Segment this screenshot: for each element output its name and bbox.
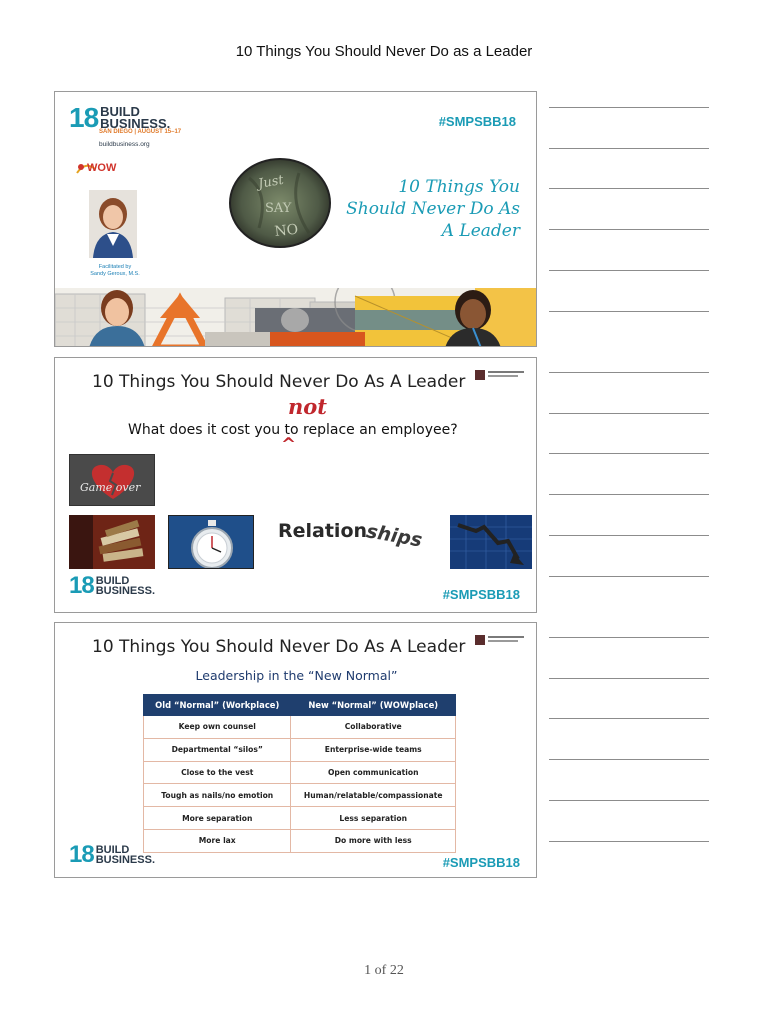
- table-cell: Keep own counsel: [144, 716, 291, 739]
- slide-3-new-normal[interactable]: [54, 622, 537, 878]
- note-line: [549, 678, 709, 679]
- question-part-2: to replace an employee?: [284, 422, 458, 438]
- table-row: [144, 761, 456, 784]
- game-over-chalkboard-image: [69, 454, 155, 506]
- note-line: [549, 800, 709, 801]
- slide-3-subheading: Leadership in the “New Normal”: [195, 668, 398, 683]
- logo-word-build: BUILD: [100, 103, 140, 119]
- note-line: [549, 270, 709, 271]
- note-line: [549, 637, 709, 638]
- table-row: [144, 738, 456, 761]
- table-row: [144, 716, 456, 739]
- relationships-graphic: [278, 520, 424, 552]
- chalk-text: Game over: [80, 481, 141, 494]
- note-line: [549, 841, 709, 842]
- build-business-logo: [69, 574, 155, 598]
- table-cell: Enterprise-wide teams: [291, 738, 456, 761]
- note-line: [549, 718, 709, 719]
- logo-word-build: BUILD: [95, 843, 130, 856]
- title-line-1: 10 Things You: [398, 177, 520, 197]
- note-line: [549, 413, 709, 414]
- hashtag: #SMPSBB18: [442, 587, 520, 602]
- relationships-word: Relation: [278, 520, 368, 542]
- slide-1-heading: [320, 176, 520, 242]
- logo-number: 18: [69, 572, 94, 599]
- facilitated-by-label: Facilitated by: [98, 264, 132, 270]
- note-line: [549, 453, 709, 454]
- wow-logo: [75, 159, 147, 179]
- table-cell: Do more with less: [291, 829, 456, 852]
- note-line: [549, 576, 709, 577]
- table-cell: Open communication: [291, 761, 456, 784]
- logo-number: 18: [69, 102, 99, 133]
- note-line: [549, 188, 709, 189]
- logo-word-business: BUSINESS.: [95, 854, 155, 866]
- table-row: [144, 807, 456, 830]
- table-row: [144, 829, 456, 852]
- note-line: [549, 535, 709, 536]
- note-line: [549, 494, 709, 495]
- build-business-logo: [69, 843, 155, 867]
- svg-text:NO: NO: [273, 221, 300, 240]
- stopwatch-image: [168, 515, 254, 569]
- svg-text:SAY: SAY: [265, 201, 292, 216]
- table-cell: Departmental “silos”: [144, 738, 291, 761]
- table-cell: Human/relatable/compassionate: [291, 784, 456, 807]
- facilitator-photo: [89, 190, 137, 258]
- question-part-1: What does it cost you: [128, 422, 285, 438]
- table-header-new: New “Normal” (WOWplace): [291, 695, 456, 716]
- note-line: [549, 148, 709, 149]
- logo-word-business: BUSINESS.: [100, 116, 171, 131]
- build-business-logo: [69, 104, 170, 132]
- note-line: [549, 107, 709, 108]
- logo-number: 18: [69, 841, 94, 868]
- title-line-2: Should Never Do As: [346, 199, 520, 220]
- hashtag: #SMPSBB18: [442, 855, 520, 870]
- table-cell: Collaborative: [291, 716, 456, 739]
- facilitator-name: Sandy Geroux, M.S.: [90, 271, 140, 278]
- table-row: [144, 784, 456, 807]
- new-normal-table: [143, 694, 456, 853]
- table-cell: Tough as nails/no emotion: [144, 784, 291, 807]
- smps-logo-icon: [475, 633, 527, 647]
- table-cell: More separation: [144, 807, 291, 830]
- note-line: [549, 311, 709, 312]
- hashtag: #SMPSBB18: [438, 114, 516, 129]
- photo-collage: [55, 288, 537, 347]
- facilitator-credit: [75, 264, 155, 278]
- insert-caret: ^: [281, 434, 297, 455]
- page-counter: 1 of 22: [364, 963, 404, 978]
- table-cell: Close to the vest: [144, 761, 291, 784]
- table-cell: Less separation: [291, 807, 456, 830]
- event-website: buildbusiness.org: [99, 141, 150, 148]
- slide-1-title[interactable]: [54, 91, 537, 347]
- logo-word-build: BUILD: [95, 574, 130, 587]
- table-header-old: Old “Normal” (Workplace): [144, 695, 291, 716]
- wow-logo-text: WOW: [87, 162, 117, 174]
- smps-logo-icon: [475, 368, 527, 382]
- note-line: [549, 372, 709, 373]
- table-header-row: [144, 695, 456, 716]
- logo-word-business: BUSINESS.: [95, 585, 155, 597]
- note-line: [549, 229, 709, 230]
- title-line-3: A Leader: [441, 221, 520, 242]
- tree-carving-image: [229, 158, 331, 248]
- table-cell: More lax: [144, 829, 291, 852]
- note-line: [549, 759, 709, 760]
- slide-2-cost[interactable]: [54, 357, 537, 613]
- insert-word-not: not: [288, 394, 327, 419]
- books-image: [69, 515, 155, 569]
- falling-chart-image: [450, 515, 532, 569]
- slide-2-heading: 10 Things You Should Never Do As A Leader: [92, 372, 466, 392]
- relationships-ships-word: ships: [364, 520, 424, 552]
- page-title: 10 Things You Should Never Do as a Leader: [235, 43, 533, 60]
- event-dates: SAN DIEGO | AUGUST 15–17: [99, 129, 182, 135]
- tree-carving-text: Just: [257, 172, 285, 192]
- slide-3-heading: 10 Things You Should Never Do As A Leader: [92, 637, 466, 657]
